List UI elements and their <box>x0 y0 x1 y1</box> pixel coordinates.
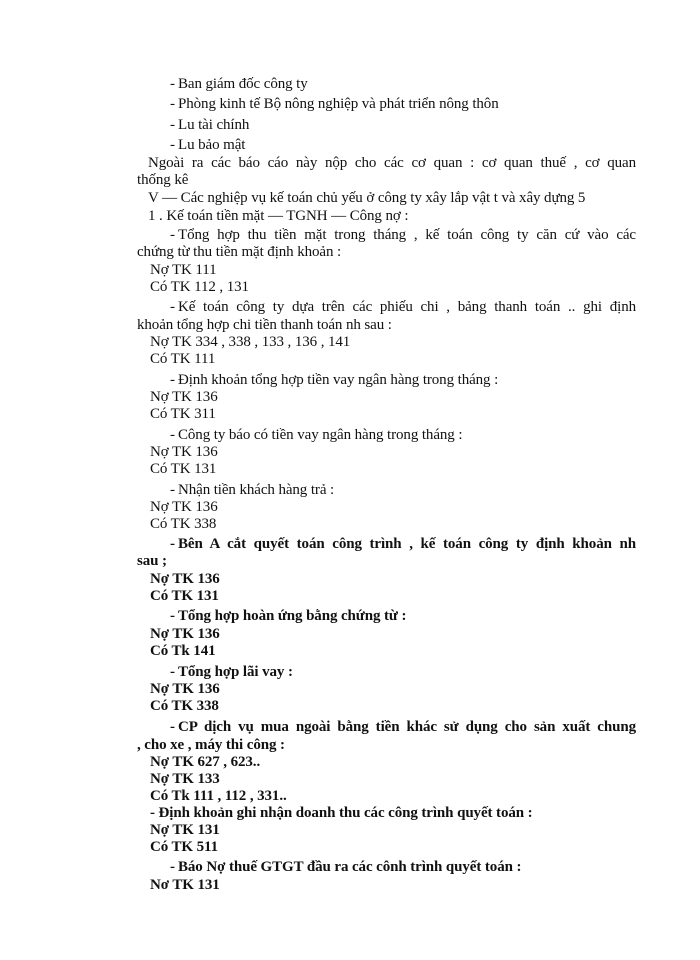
list-item: -Định khoản tổng hợp tiền vay ngân hàng trong tháng : <box>170 372 498 389</box>
entry-credit: Có TK 338 <box>150 698 219 714</box>
list-item: -CP dịch vụ mua ngoài bằng tiền khác sử dụng cho sản xuất chung <box>170 719 636 736</box>
list-item: -Lu tài chính <box>170 117 249 134</box>
bullet-dash <box>170 427 178 444</box>
paragraph-line: Ngoài ra các báo cáo này nộp cho các cơ quan : cơ quan thuế , cơ quan <box>148 155 636 171</box>
bullet-dash <box>170 137 178 154</box>
bullet-dash <box>170 372 178 389</box>
paragraph-line: - Định khoản ghi nhận doanh thu các công trình quyết toán : <box>150 805 533 821</box>
entry-credit: Có TK 111 <box>150 351 216 367</box>
list-item: -Nhận tiền khách hàng trả : <box>170 482 334 499</box>
paragraph-line: khoản tổng hợp chi tiền thanh toán nh sau : <box>137 317 392 333</box>
bullet-dash <box>170 536 178 553</box>
list-item: -Công ty báo có tiền vay ngân hàng trong tháng : <box>170 427 462 444</box>
entry-debit: Nợ TK 136 <box>150 571 220 587</box>
bullet-dash <box>170 299 178 316</box>
bullet-dash <box>170 608 178 625</box>
list-item: -Bên A cắt quyết toán công trình , kế toán công ty định khoản nh <box>170 536 636 553</box>
entry-credit: Có TK 112 , 131 <box>150 279 249 295</box>
list-item: -Ban giám đốc công ty <box>170 76 308 93</box>
entry-credit: Có Tk 141 <box>150 643 216 659</box>
bullet-dash <box>170 482 178 499</box>
entry-debit: Nợ TK 133 <box>150 771 220 787</box>
entry-debit: Nợ TK 136 <box>150 389 218 405</box>
bullet-dash <box>170 76 178 93</box>
list-item: -Phòng kinh tế Bộ nông nghiệp và phát triển nông thôn <box>170 96 499 113</box>
entry-credit: Có TK 131 <box>150 588 219 604</box>
list-item: -Lu bảo mật <box>170 137 245 154</box>
subsection-heading: 1 . Kế toán tiền mặt — TGNH — Công nợ : <box>148 208 409 224</box>
entry-debit: Nợ TK 136 <box>150 444 218 460</box>
entry-credit: Có TK 511 <box>150 839 219 855</box>
bullet-dash <box>170 117 178 134</box>
list-item: -Kế toán công ty dựa trên các phiếu chi , bảng thanh toán .. ghi định <box>170 299 636 316</box>
paragraph-line: chứng từ thu tiền mặt định khoản : <box>137 244 342 260</box>
entry-debit: Nợ TK 131 <box>150 822 220 838</box>
bullet-dash <box>170 719 178 736</box>
bullet-dash <box>170 227 178 244</box>
bullet-dash <box>170 859 178 876</box>
paragraph-line: thống kê <box>137 172 189 188</box>
entry-debit: Nơ TK 131 <box>150 877 220 893</box>
paragraph-line: sau ; <box>137 553 167 569</box>
list-item: -Tổng hợp thu tiền mặt trong tháng , kế toán công ty căn cứ vào các <box>170 227 636 244</box>
entry-credit: Có TK 131 <box>150 461 217 477</box>
entry-debit: Nợ TK 334 , 338 , 133 , 136 , 141 <box>150 334 351 350</box>
list-item: -Báo Nợ thuế GTGT đầu ra các cônh trình quyết toán : <box>170 859 521 876</box>
entry-debit: Nợ TK 136 <box>150 499 218 515</box>
entry-credit: Có TK 338 <box>150 516 217 532</box>
entry-credit: Có TK 311 <box>150 406 216 422</box>
bullet-dash <box>170 664 178 681</box>
entry-credit: Có Tk 111 , 112 , 331.. <box>150 788 287 804</box>
section-heading: V — Các nghiệp vụ kế toán chủ yếu ở công ty xây lắp vật t và xây dựng 5 <box>148 190 586 206</box>
list-item: -Tổng hợp lãi vay : <box>170 664 293 681</box>
paragraph-line: , cho xe , máy thi công : <box>137 737 285 753</box>
bullet-dash <box>170 96 178 113</box>
list-item: -Tổng hợp hoàn ứng bằng chứng từ : <box>170 608 406 625</box>
entry-debit: Nợ TK 136 <box>150 681 220 697</box>
entry-debit: Nợ TK 111 <box>150 262 217 278</box>
entry-debit: Nợ TK 627 , 623.. <box>150 754 261 770</box>
entry-debit: Nợ TK 136 <box>150 626 220 642</box>
